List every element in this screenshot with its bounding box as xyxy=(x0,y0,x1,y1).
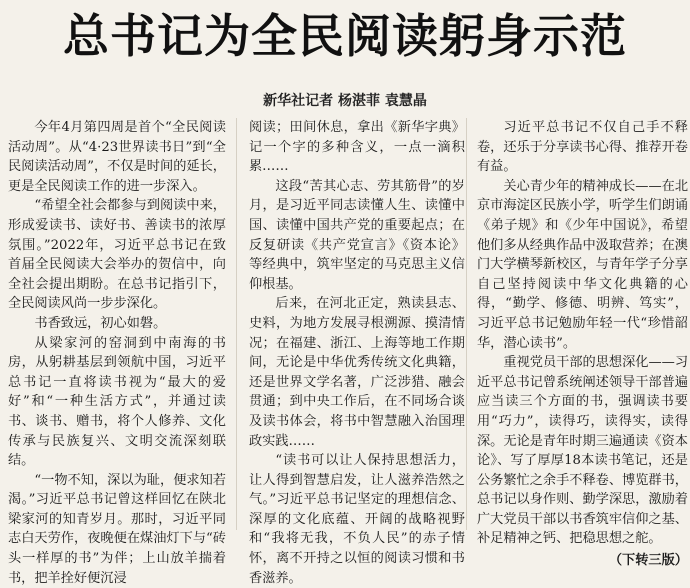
continued-on-page-3: （下转三版） xyxy=(608,553,688,569)
column-3 xyxy=(477,118,689,569)
column-2 xyxy=(249,118,465,586)
paragraph: 阅读；田间休息，拿出《新华字典》记一个字的多种含义，一点一滴积累…… xyxy=(249,120,465,175)
paragraph: 重视党员干部的思想深化——习近平总书记曾系统阐述领导干部普遍应当读三个方面的书，强调读书要用“巧力”，读得巧，读得实，读得深。无论是青年时期三遍通读《资本论》、写了厚厚18本读书笔记，还是公务繁忙之余手不释卷、博览群书，总书记以身作则、勤学深思，激励着广大党员干部以书香筑牢信仰之基、补足精神之钙、把稳思想之舵。 xyxy=(477,355,689,547)
byline: 新华社记者 杨湛菲 袁慧晶 xyxy=(263,93,427,109)
paragraph: “希望全社会都参与到阅读中来，形成爱读书、读好书、善读书的浓厚氛围。”2022年，习近平总书记在致首届全民阅读大会举办的贺信中，向全社会提出期盼。在总书记指引下，全民阅读风尚一步步深化。 xyxy=(8,198,226,312)
paragraph: 后来，在河北正定，熟读县志、史料，为地方发展寻根溯源、摸清情况；在福建、浙江、上海等地工作期间，无论是中华优秀传统文化典籍，还是世界文学名著，广泛涉猎、融会贯通；到中央工作后，在不同场合谈及读书体会，将书中智慧融入治国理政实践…… xyxy=(249,296,465,449)
column-1 xyxy=(8,118,226,586)
headline: 总书记为全民阅读躬身示范 xyxy=(63,9,627,63)
paragraph: 这段“苦其心志、劳其筋骨”的岁月，是习近平同志读懂人生、读懂中国、读懂中国共产党的重要起点；在反复研读《共产党宣言》《资本论》等经典中，筑牢坚定的马克思主义信仰根基。 xyxy=(249,178,465,292)
paragraph: 习近平总书记不仅自己手不释卷，还乐于分享读书心得、推荐开卷有益。 xyxy=(477,120,688,175)
paragraph: “读书可以让人保持思想活力，让人得到智慧启发，让人滋养浩然之气。”习近平总书记坚定的理想信念、深厚的文化底蕴、开阔的战略视野和“我将无我，不负人民”的赤子情怀，离不开持之以恒的阅读习惯和书香滋养。 xyxy=(249,453,465,586)
article-body xyxy=(8,118,689,586)
paragraph: 关心青少年的精神成长——在北京市海淀区民族小学，听学生们朗诵《弟子规》和《少年中国说》，希望他们多从经典作品中汲取营养；在澳门大学横琴新校区，与青年学子分享自己坚持阅读中华文化典籍的心得，“勤学、修德、明辨、笃实”，习近平总书记勉励年轻一代“珍惜韶华，潜心读书”。 xyxy=(477,178,689,351)
paragraph: 从梁家河的窑洞到中南海的书房，从躬耕基层到领航中国，习近平总书记一直将读书视为“最大的爱好”和“一种生活方式”，并通过读书、谈书、赠书，将个人修养、文化传承与民族复兴、文明交流深刻联结。 xyxy=(8,335,226,469)
paragraph: “一物不知，深以为耻，便求知若渴。”习近平总书记曾这样回忆在陕北梁家河的知青岁月。那时，习近平同志白天劳作，夜晚便在煤油灯下与“砖头一样厚的书”为伴；上山放羊揣着书，把羊拴好便沉浸 xyxy=(8,472,226,586)
paragraph: 书香致远，初心如磐。 xyxy=(34,315,167,331)
paragraph: 今年4月第四周是首个“全民阅读活动周”。从“4·23世界读书日”到“全民阅读活动周”，不仅是时间的延长，更是全民阅读工作的进一步深入。 xyxy=(8,120,226,194)
